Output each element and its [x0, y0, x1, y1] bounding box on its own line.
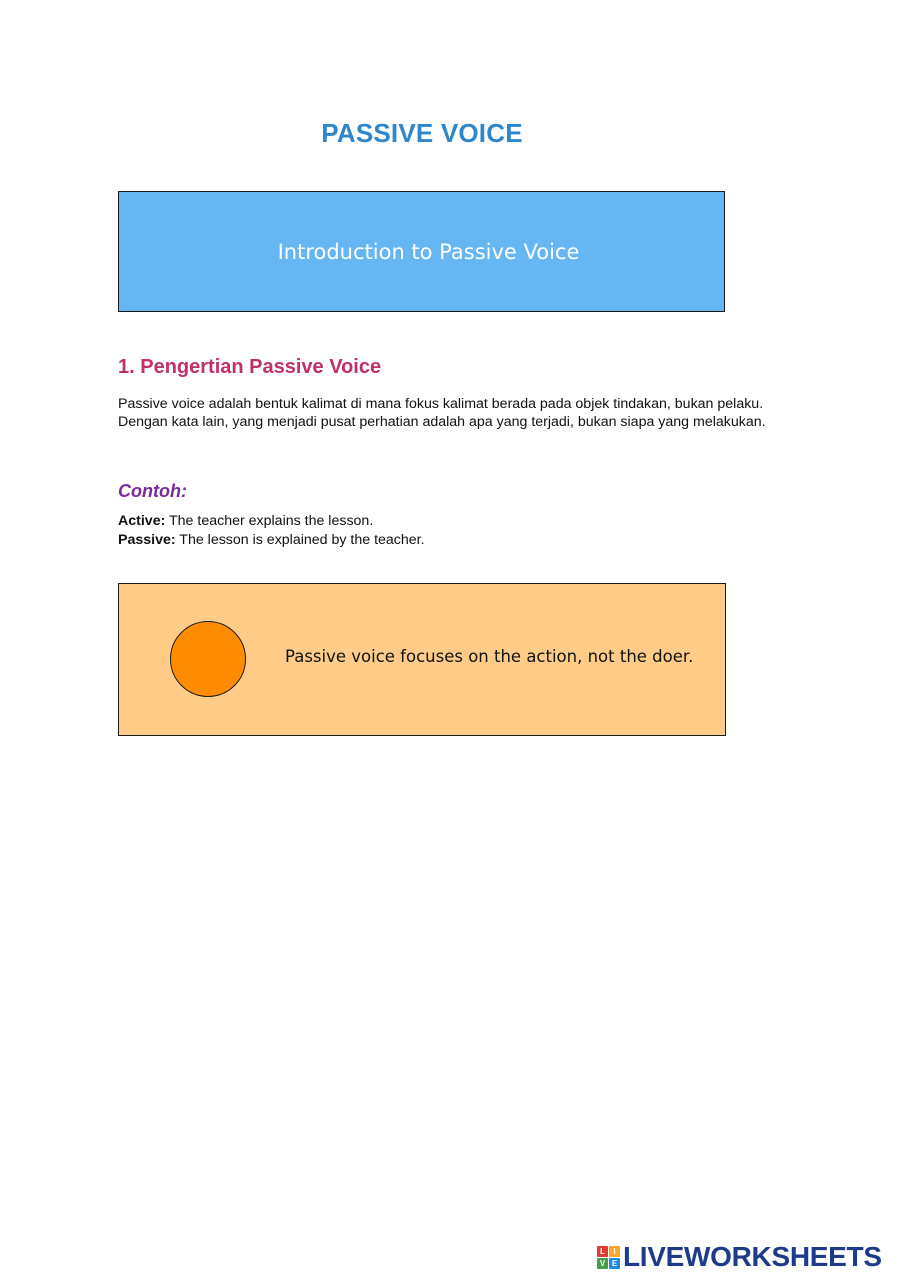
definition-paragraph: Passive voice adalah bentuk kalimat di mana fokus kalimat berada pada objek tindakan, bukan pelaku. Dengan kata lain, yang menjadi pusat perhatian adalah apa yang terjadi, bukan siapa yang melakukan. — [118, 396, 766, 430]
liveworksheets-logo — [597, 1241, 882, 1273]
example-heading: Contoh: — [118, 481, 187, 501]
logo-letter: V — [597, 1258, 608, 1269]
logo-wordmark: LIVEWORKSHEETS — [623, 1241, 882, 1272]
intro-banner-text: Introduction to Passive Voice — [277, 239, 580, 264]
passive-label: Passive: — [118, 532, 176, 548]
active-text: The teacher explains the lesson. — [165, 513, 374, 529]
logo-letter: E — [609, 1258, 620, 1269]
logo-icon — [597, 1246, 620, 1269]
note-callout — [118, 583, 726, 736]
logo-letter: L — [597, 1246, 608, 1257]
passive-text: The lesson is explained by the teacher. — [175, 532, 425, 548]
example-passive-sentence — [118, 532, 425, 548]
circle-icon — [170, 621, 246, 697]
active-label: Active: — [118, 513, 166, 529]
note-text: Passive voice focuses on the action, not the doer. — [285, 647, 694, 666]
page-title: PASSIVE VOICE — [321, 118, 523, 148]
logo-letter: I — [609, 1246, 620, 1257]
example-active-sentence — [118, 513, 373, 529]
intro-banner — [118, 191, 725, 312]
section-heading: 1. Pengertian Passive Voice — [118, 356, 382, 378]
